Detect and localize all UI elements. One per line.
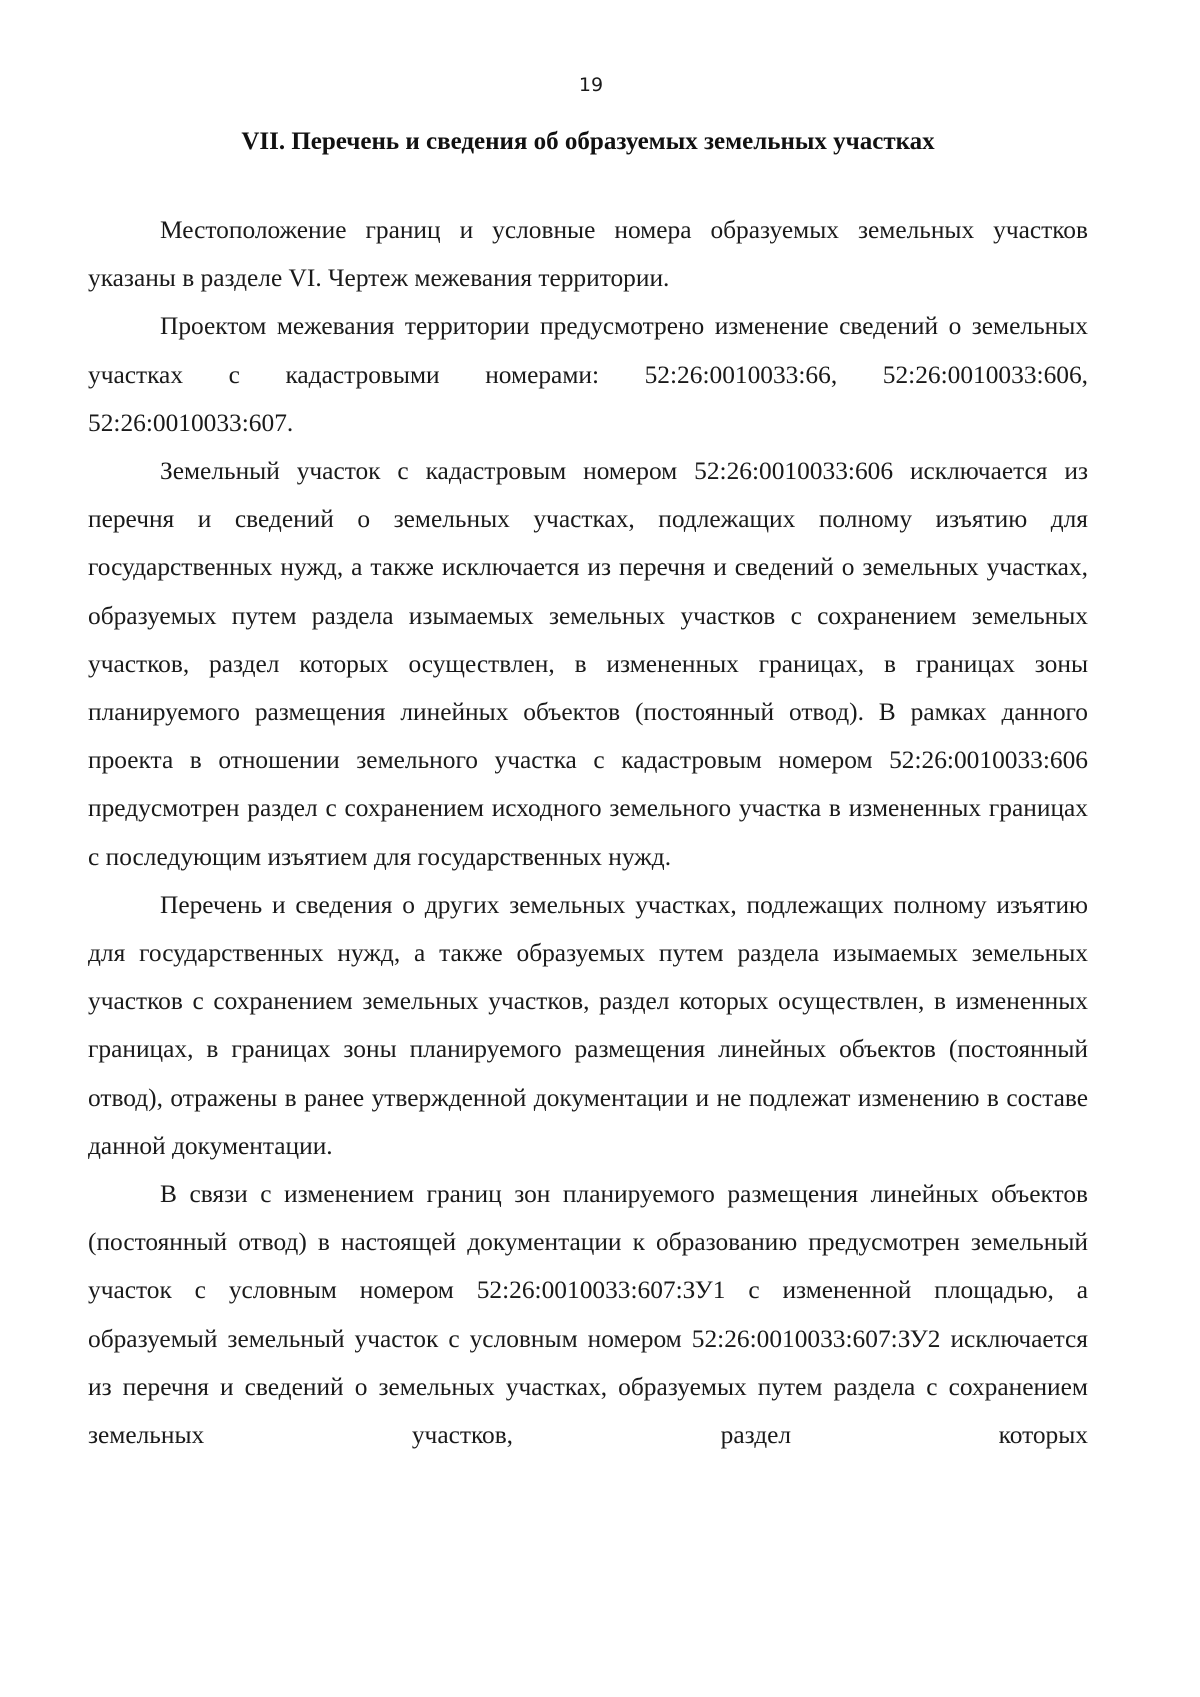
paragraph-other-plots: Перечень и сведения о других земельных участках, подлежащих полному изъятию для государственных нужд, а также образуемых путем раздела изымаемых земельных участков с сохранением земельных участков, раздел которых осуществлен, в измененных границах, в границах зоны планируемого размещения линейных объектов (постоянный отвод), отражены в ранее утвержденной документации и не подлежат изменению в составе данной документации. (88, 890, 1088, 1160)
document-body (88, 206, 1088, 1459)
paragraph-plot-607: В связи с изменением границ зон планируемого размещения линейных объектов (постоянный отвод) в настоящей документации к образованию предусмотрен земельный участок с условным номером 52:26:0010033:607:ЗУ1 с измененной площадью, а образуемый земельный участок с условным номером 52:26:0010033:607:ЗУ2 исключается из перечня и сведений о земельных участках, образуемых путем раздела с сохранением земельных участков, раздел которых (88, 1180, 1088, 1450)
paragraph-cadastral-changes: Проектом межевания территории предусмотрено изменение сведений о земельных участках с кадастровыми номерами: 52:26:0010033:66, 52:26:0010033:606, 52:26:0010033:607. (88, 312, 1088, 437)
section-heading: VII. Перечень и сведения об образуемых земельных участках (241, 128, 935, 155)
paragraph-boundaries: Местоположение границ и условные номера образуемых земельных участков указаны в разделе VI. Чертеж межевания территории. (88, 216, 1088, 293)
page-number: 19 (578, 74, 604, 96)
paragraph-plot-606: Земельный участок с кадастровым номером 52:26:0010033:606 исключается из перечня и сведений о земельных участках, подлежащих полному изъятию для государственных нужд, а также исключается из перечня и сведений о земельных участках, образуемых путем раздела изымаемых земельных участков с сохранением земельных участков, раздел которых осуществлен, в измененных границах, в границах зоны планируемого размещения линейных объектов (постоянный отвод). В рамках данного проекта в отношении земельного участка с кадастровым номером 52:26:0010033:606 предусмотрен раздел с сохранением исходного земельного участка в измененных границах с последующим изъятием для государственных нужд. (88, 457, 1088, 871)
